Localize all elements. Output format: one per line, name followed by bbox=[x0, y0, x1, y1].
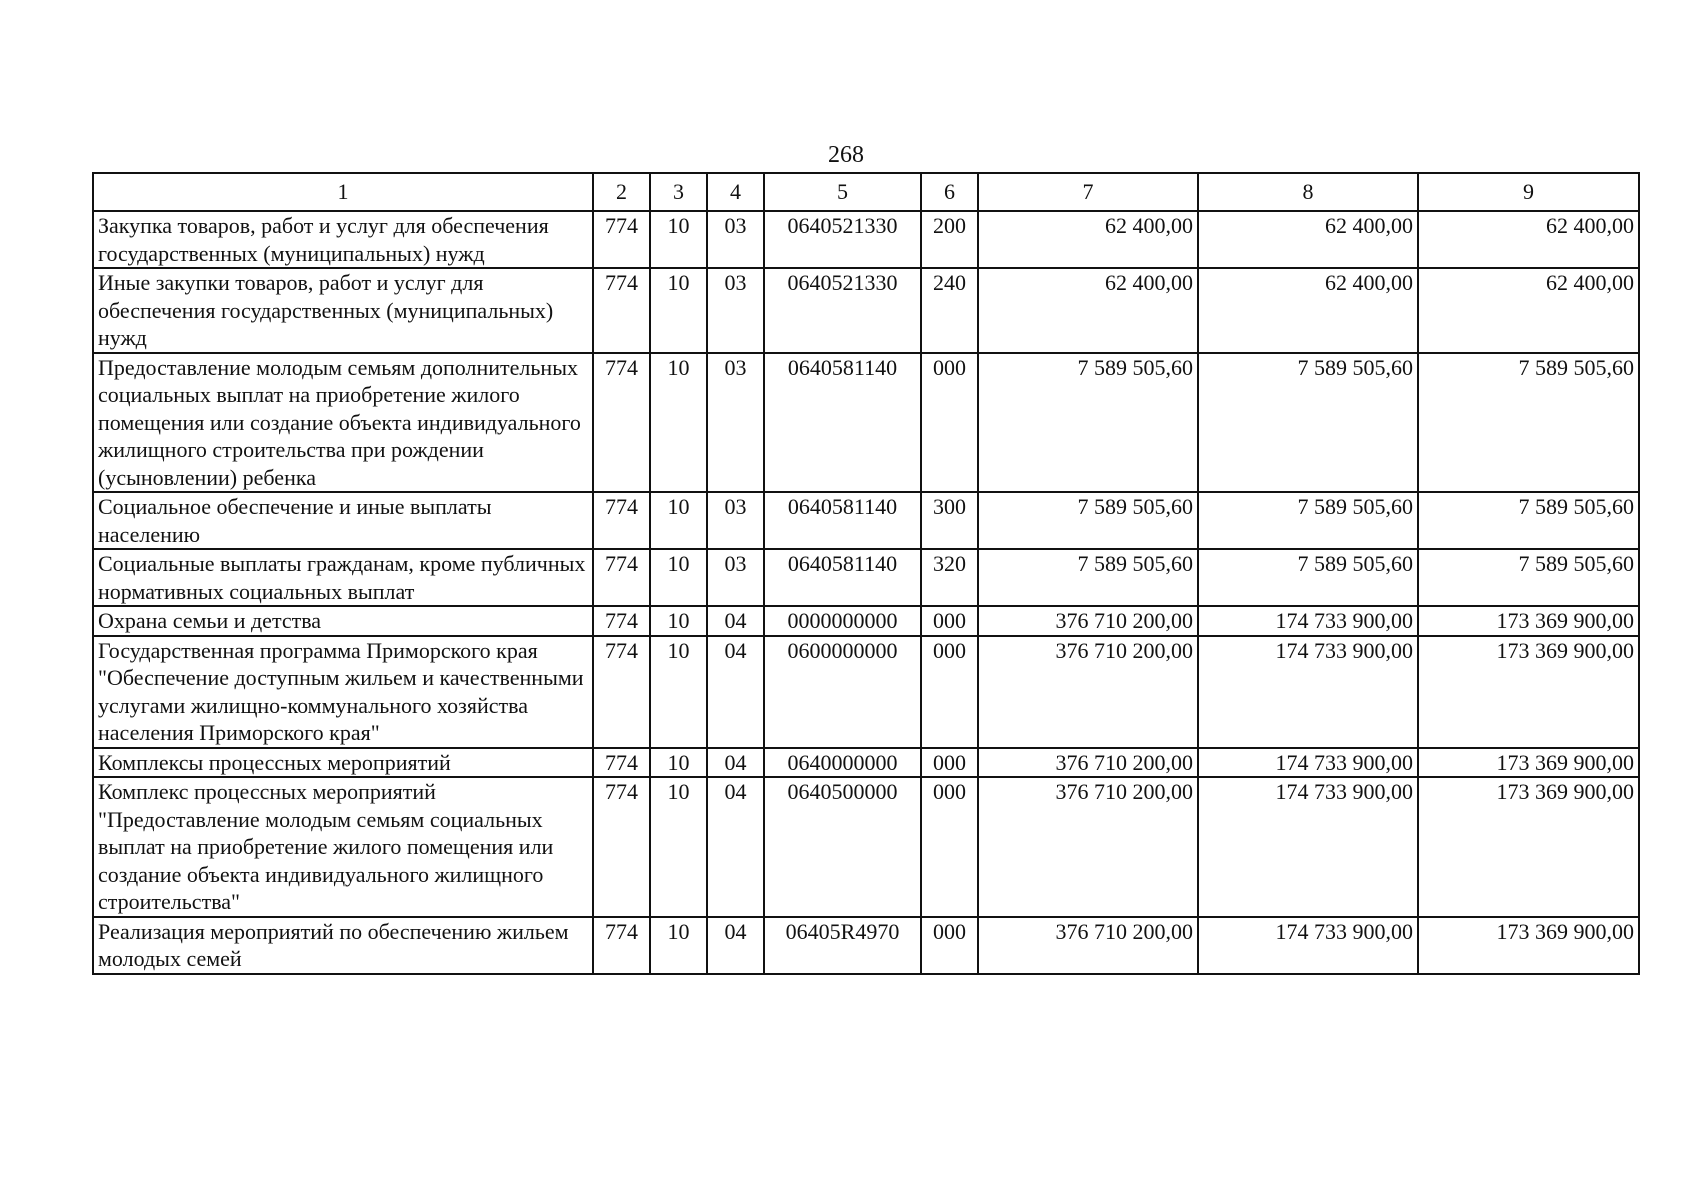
row-code-3: 10 bbox=[650, 748, 707, 778]
table-row bbox=[93, 492, 1639, 549]
row-amount-8: 62 400,00 bbox=[1198, 268, 1418, 353]
row-name: Комплекс процессных мероприятий "Предоставление молодым семьям социальных выплат на приобретение жилого помещения или создание объекта индивидуального жилищного строительства" bbox=[93, 777, 593, 917]
row-code-3: 10 bbox=[650, 549, 707, 606]
row-name: Предоставление молодым семьям дополнительных социальных выплат на приобретение жилого помещения или создание объекта индивидуального жилищного строительства при рождении (усыновлении) ребенка bbox=[93, 353, 593, 493]
table-row bbox=[93, 777, 1639, 917]
page-number: 268 bbox=[828, 142, 864, 168]
row-name: Государственная программа Приморского края "Обеспечение доступным жильем и качественными услугами жилищно-коммунального хозяйства населения Приморского края" bbox=[93, 636, 593, 748]
table-row bbox=[93, 748, 1639, 778]
row-code-2: 774 bbox=[593, 777, 650, 917]
table-row bbox=[93, 268, 1639, 353]
budget-table bbox=[92, 172, 1640, 975]
row-amount-8: 174 733 900,00 bbox=[1198, 748, 1418, 778]
row-name: Социальные выплаты гражданам, кроме публичных нормативных социальных выплат bbox=[93, 549, 593, 606]
row-amount-9: 62 400,00 bbox=[1418, 211, 1639, 268]
row-amount-8: 174 733 900,00 bbox=[1198, 636, 1418, 748]
row-amount-8: 174 733 900,00 bbox=[1198, 606, 1418, 636]
row-code-3: 10 bbox=[650, 353, 707, 493]
row-code-6: 000 bbox=[921, 917, 978, 974]
row-code-4: 04 bbox=[707, 917, 764, 974]
row-amount-7: 376 710 200,00 bbox=[978, 606, 1198, 636]
row-amount-7: 7 589 505,60 bbox=[978, 353, 1198, 493]
row-code-6: 000 bbox=[921, 636, 978, 748]
row-amount-8: 7 589 505,60 bbox=[1198, 353, 1418, 493]
row-code-5: 0640000000 bbox=[764, 748, 921, 778]
row-code-5: 0000000000 bbox=[764, 606, 921, 636]
row-code-5: 0640521330 bbox=[764, 211, 921, 268]
row-amount-9: 62 400,00 bbox=[1418, 268, 1639, 353]
row-code-3: 10 bbox=[650, 606, 707, 636]
row-name: Закупка товаров, работ и услуг для обеспечения государственных (муниципальных) нужд bbox=[93, 211, 593, 268]
row-code-6: 300 bbox=[921, 492, 978, 549]
row-amount-8: 174 733 900,00 bbox=[1198, 917, 1418, 974]
column-header: 5 bbox=[764, 173, 921, 211]
row-code-5: 0640500000 bbox=[764, 777, 921, 917]
row-code-2: 774 bbox=[593, 549, 650, 606]
row-amount-9: 173 369 900,00 bbox=[1418, 917, 1639, 974]
row-code-3: 10 bbox=[650, 636, 707, 748]
row-amount-7: 62 400,00 bbox=[978, 211, 1198, 268]
header-row bbox=[93, 173, 1639, 211]
row-code-2: 774 bbox=[593, 748, 650, 778]
table-row bbox=[93, 636, 1639, 748]
row-amount-7: 62 400,00 bbox=[978, 268, 1198, 353]
row-code-3: 10 bbox=[650, 777, 707, 917]
row-amount-9: 173 369 900,00 bbox=[1418, 636, 1639, 748]
row-code-5: 06405R4970 bbox=[764, 917, 921, 974]
column-header: 2 bbox=[593, 173, 650, 211]
row-code-3: 10 bbox=[650, 268, 707, 353]
row-amount-9: 173 369 900,00 bbox=[1418, 777, 1639, 917]
row-amount-7: 7 589 505,60 bbox=[978, 492, 1198, 549]
row-amount-8: 7 589 505,60 bbox=[1198, 549, 1418, 606]
row-amount-9: 173 369 900,00 bbox=[1418, 606, 1639, 636]
row-amount-8: 174 733 900,00 bbox=[1198, 777, 1418, 917]
row-code-3: 10 bbox=[650, 917, 707, 974]
row-amount-9: 7 589 505,60 bbox=[1418, 549, 1639, 606]
row-code-5: 0640521330 bbox=[764, 268, 921, 353]
table-row bbox=[93, 353, 1639, 493]
row-code-6: 000 bbox=[921, 777, 978, 917]
column-header: 6 bbox=[921, 173, 978, 211]
row-amount-9: 7 589 505,60 bbox=[1418, 492, 1639, 549]
row-name: Социальное обеспечение и иные выплаты населению bbox=[93, 492, 593, 549]
row-code-2: 774 bbox=[593, 917, 650, 974]
row-amount-7: 376 710 200,00 bbox=[978, 748, 1198, 778]
row-name: Охрана семьи и детства bbox=[93, 606, 593, 636]
row-name: Иные закупки товаров, работ и услуг для обеспечения государственных (муниципальных) нужд bbox=[93, 268, 593, 353]
row-code-6: 000 bbox=[921, 353, 978, 493]
column-header: 1 bbox=[93, 173, 593, 211]
row-code-4: 03 bbox=[707, 492, 764, 549]
row-code-4: 04 bbox=[707, 606, 764, 636]
table-row bbox=[93, 917, 1639, 974]
row-amount-8: 7 589 505,60 bbox=[1198, 492, 1418, 549]
row-name: Реализация мероприятий по обеспечению жильем молодых семей bbox=[93, 917, 593, 974]
row-code-6: 240 bbox=[921, 268, 978, 353]
table-row bbox=[93, 606, 1639, 636]
row-code-4: 03 bbox=[707, 211, 764, 268]
row-amount-7: 376 710 200,00 bbox=[978, 777, 1198, 917]
row-code-3: 10 bbox=[650, 492, 707, 549]
row-code-2: 774 bbox=[593, 636, 650, 748]
row-code-6: 000 bbox=[921, 606, 978, 636]
row-code-4: 03 bbox=[707, 549, 764, 606]
row-amount-7: 376 710 200,00 bbox=[978, 917, 1198, 974]
row-code-6: 200 bbox=[921, 211, 978, 268]
row-code-4: 03 bbox=[707, 353, 764, 493]
table-row bbox=[93, 211, 1639, 268]
row-code-5: 0640581140 bbox=[764, 492, 921, 549]
row-code-5: 0640581140 bbox=[764, 549, 921, 606]
row-code-5: 0600000000 bbox=[764, 636, 921, 748]
row-amount-7: 376 710 200,00 bbox=[978, 636, 1198, 748]
row-amount-8: 62 400,00 bbox=[1198, 211, 1418, 268]
column-header: 4 bbox=[707, 173, 764, 211]
row-amount-7: 7 589 505,60 bbox=[978, 549, 1198, 606]
row-code-2: 774 bbox=[593, 353, 650, 493]
row-amount-9: 173 369 900,00 bbox=[1418, 748, 1639, 778]
row-code-3: 10 bbox=[650, 211, 707, 268]
row-code-6: 320 bbox=[921, 549, 978, 606]
row-code-2: 774 bbox=[593, 211, 650, 268]
column-header: 3 bbox=[650, 173, 707, 211]
column-header: 9 bbox=[1418, 173, 1639, 211]
row-name: Комплексы процессных мероприятий bbox=[93, 748, 593, 778]
row-code-4: 04 bbox=[707, 777, 764, 917]
row-code-2: 774 bbox=[593, 606, 650, 636]
row-code-5: 0640581140 bbox=[764, 353, 921, 493]
column-header: 7 bbox=[978, 173, 1198, 211]
column-header: 8 bbox=[1198, 173, 1418, 211]
row-code-6: 000 bbox=[921, 748, 978, 778]
row-code-4: 04 bbox=[707, 636, 764, 748]
row-code-2: 774 bbox=[593, 268, 650, 353]
row-code-4: 03 bbox=[707, 268, 764, 353]
table-row bbox=[93, 549, 1639, 606]
row-code-4: 04 bbox=[707, 748, 764, 778]
row-code-2: 774 bbox=[593, 492, 650, 549]
row-amount-9: 7 589 505,60 bbox=[1418, 353, 1639, 493]
